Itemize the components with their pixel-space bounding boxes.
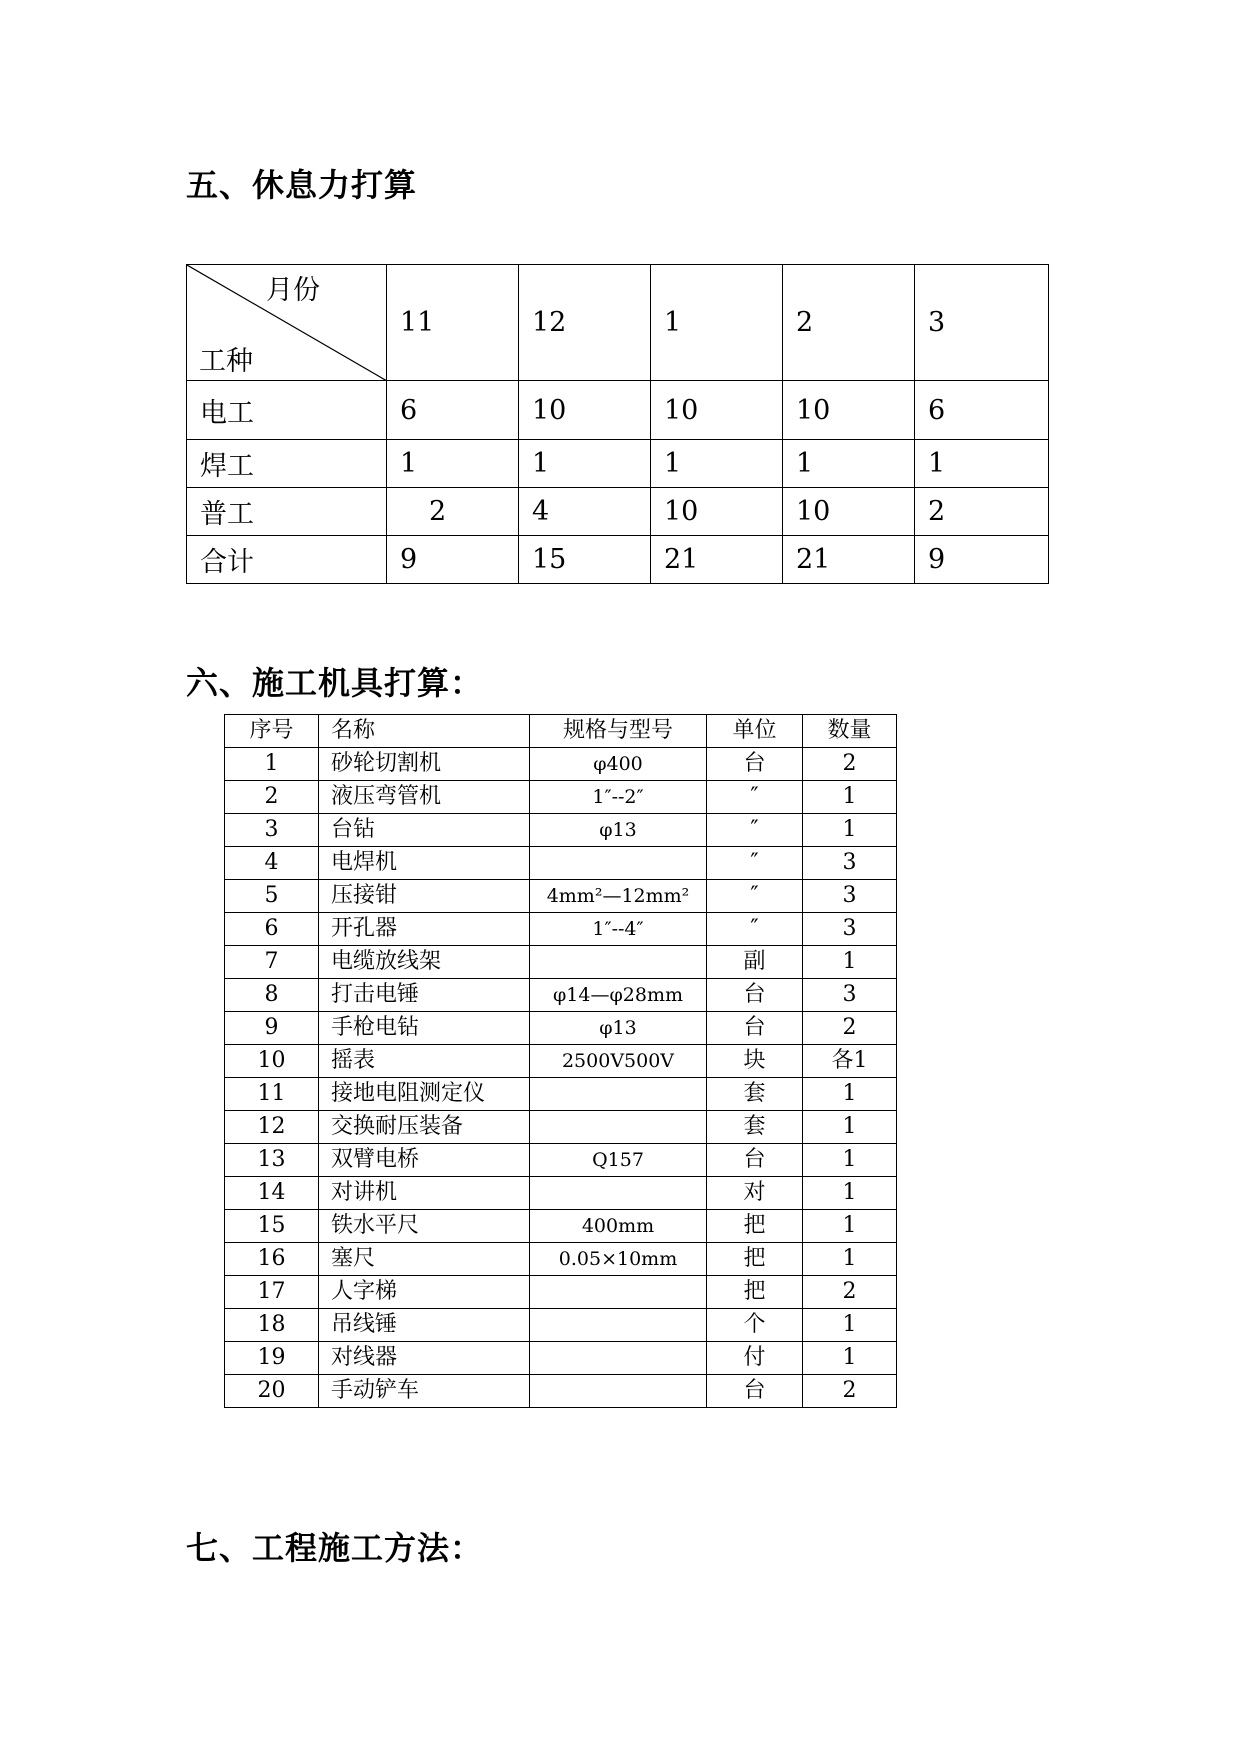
tool-name: 砂轮切割机 [319,748,530,781]
tools-row [225,1012,897,1045]
tool-quantity: 2 [803,1375,897,1408]
tool-spec: 0.05×10mm [530,1243,707,1276]
tools-row [225,1342,897,1375]
tool-name: 台钻 [319,814,530,847]
tools-row [225,781,897,814]
labor-cell: 2 [387,488,519,536]
tool-unit: 台 [707,1012,803,1045]
labor-cell: 1 [651,440,783,488]
row-number: 9 [225,1012,319,1045]
row-number: 18 [225,1309,319,1342]
row-number: 14 [225,1177,319,1210]
row-number: 7 [225,946,319,979]
tool-name: 开孔器 [319,913,530,946]
tool-unit: 块 [707,1045,803,1078]
tool-unit: 台 [707,1375,803,1408]
labor-cell: 10 [783,488,915,536]
trade-label: 普工 [187,488,387,536]
tool-quantity: 1 [803,1243,897,1276]
month-header: 11 [387,265,519,381]
tool-spec: 2500V500V [530,1045,707,1078]
month-header: 3 [915,265,1049,381]
row-number: 16 [225,1243,319,1276]
tool-name: 双臂电桥 [319,1144,530,1177]
tool-quantity: 1 [803,946,897,979]
labor-cell: 6 [387,381,519,440]
tool-unit: 个 [707,1309,803,1342]
tool-name: 对线器 [319,1342,530,1375]
tools-row [225,880,897,913]
tool-spec [530,1276,707,1309]
tool-unit: 台 [707,979,803,1012]
tool-unit: ″ [707,781,803,814]
tool-spec: Q157 [530,1144,707,1177]
row-number: 19 [225,1342,319,1375]
tool-spec [530,946,707,979]
tool-name: 塞尺 [319,1243,530,1276]
tools-row [225,1078,897,1111]
tools-row [225,979,897,1012]
tool-name: 手动铲车 [319,1375,530,1408]
tool-spec: φ400 [530,748,707,781]
tool-spec [530,1078,707,1111]
section-title-labor: 五、休息力打算 [186,166,418,204]
labor-cell: 6 [915,381,1049,440]
tool-quantity: 1 [803,814,897,847]
tool-quantity: 2 [803,1012,897,1045]
tools-row [225,913,897,946]
tool-name: 液压弯管机 [319,781,530,814]
tools-row [225,1309,897,1342]
tool-name: 吊线锤 [319,1309,530,1342]
tool-unit: ″ [707,880,803,913]
tool-spec: 400mm [530,1210,707,1243]
tool-name: 对讲机 [319,1177,530,1210]
column-header: 规格与型号 [530,715,707,748]
tools-row [225,1144,897,1177]
row-number: 6 [225,913,319,946]
tool-name: 电缆放线架 [319,946,530,979]
column-header: 序号 [225,715,319,748]
section-title-tools: 六、施工机具打算： [186,664,484,702]
tool-quantity: 3 [803,880,897,913]
tool-spec [530,847,707,880]
tool-name: 压接钳 [319,880,530,913]
tool-quantity: 3 [803,979,897,1012]
row-number: 10 [225,1045,319,1078]
tool-unit: 套 [707,1078,803,1111]
labor-plan-table [186,264,1049,584]
tools-row [225,814,897,847]
labor-cell: 10 [651,381,783,440]
tool-spec: 1″--4″ [530,913,707,946]
row-number: 20 [225,1375,319,1408]
tool-quantity: 1 [803,1210,897,1243]
labor-cell: 1 [387,440,519,488]
tool-spec: φ13 [530,1012,707,1045]
labor-cell: 9 [387,536,519,584]
row-number: 11 [225,1078,319,1111]
tool-spec [530,1342,707,1375]
month-header: 2 [783,265,915,381]
tool-spec: φ14—φ28mm [530,979,707,1012]
tool-unit: 把 [707,1276,803,1309]
tools-row [225,1177,897,1210]
row-number: 4 [225,847,319,880]
labor-cell: 21 [651,536,783,584]
tool-unit: 台 [707,1144,803,1177]
tool-spec: 1″--2″ [530,781,707,814]
labor-cell: 1 [915,440,1049,488]
labor-row [187,488,1049,536]
labor-cell: 10 [783,381,915,440]
labor-row [187,381,1049,440]
corner-label-month: 月份 [266,275,320,306]
labor-cell: 21 [783,536,915,584]
tool-quantity: 1 [803,1309,897,1342]
tool-quantity: 3 [803,847,897,880]
tool-name: 电焊机 [319,847,530,880]
row-number: 1 [225,748,319,781]
tools-row [225,1045,897,1078]
labor-cell: 1 [783,440,915,488]
tool-quantity: 3 [803,913,897,946]
row-number: 17 [225,1276,319,1309]
tool-spec: 4mm²—12mm² [530,880,707,913]
tool-name: 手枪电钻 [319,1012,530,1045]
row-number: 5 [225,880,319,913]
tool-unit: 把 [707,1243,803,1276]
tool-unit: 把 [707,1210,803,1243]
column-header: 单位 [707,715,803,748]
tool-quantity: 1 [803,1111,897,1144]
labor-cell: 15 [519,536,651,584]
tool-quantity: 2 [803,748,897,781]
column-header: 数量 [803,715,897,748]
labor-cell: 10 [651,488,783,536]
labor-total-row [187,536,1049,584]
tool-unit: 副 [707,946,803,979]
tool-spec [530,1309,707,1342]
tools-row [225,1210,897,1243]
tool-unit: ″ [707,913,803,946]
tools-table-body [225,715,897,1408]
tool-name: 摇表 [319,1045,530,1078]
labor-cell: 2 [915,488,1049,536]
month-header: 12 [519,265,651,381]
tools-row [225,847,897,880]
tool-unit: 套 [707,1111,803,1144]
tool-name: 打击电锤 [319,979,530,1012]
tools-plan-table [224,714,897,1408]
tool-quantity: 1 [803,1144,897,1177]
tool-spec: φ13 [530,814,707,847]
labor-row [187,440,1049,488]
section-title-method: 七、工程施工方法： [186,1529,484,1567]
labor-corner-cell [187,265,387,381]
tool-quantity: 1 [803,1177,897,1210]
tools-row [225,748,897,781]
row-number: 13 [225,1144,319,1177]
corner-label-trade: 工种 [199,346,253,377]
tools-row [225,1375,897,1408]
tools-row [225,1276,897,1309]
tools-row [225,1111,897,1144]
labor-cell: 9 [915,536,1049,584]
labor-cell: 1 [519,440,651,488]
tool-quantity: 1 [803,1078,897,1111]
tool-spec [530,1375,707,1408]
tool-quantity: 2 [803,1276,897,1309]
tool-unit: 台 [707,748,803,781]
tool-unit: ″ [707,847,803,880]
tool-unit: 付 [707,1342,803,1375]
labor-cell: 4 [519,488,651,536]
tool-unit: ″ [707,814,803,847]
tool-name: 接地电阻测定仪 [319,1078,530,1111]
tool-spec [530,1177,707,1210]
labor-cell: 10 [519,381,651,440]
month-header: 1 [651,265,783,381]
trade-label: 焊工 [187,440,387,488]
tool-name: 交换耐压装备 [319,1111,530,1144]
tool-unit: 对 [707,1177,803,1210]
tool-quantity: 1 [803,1342,897,1375]
row-number: 12 [225,1111,319,1144]
row-number: 8 [225,979,319,1012]
tool-quantity: 1 [803,781,897,814]
column-header: 名称 [319,715,530,748]
tool-name: 铁水平尺 [319,1210,530,1243]
trade-label: 合计 [187,536,387,584]
tool-name: 人字梯 [319,1276,530,1309]
row-number: 3 [225,814,319,847]
row-number: 15 [225,1210,319,1243]
labor-header-row [187,265,1049,381]
tools-row [225,1243,897,1276]
tool-spec [530,1111,707,1144]
tools-row [225,946,897,979]
trade-label: 电工 [187,381,387,440]
tools-header-row [225,715,897,748]
tool-quantity: 各1 [803,1045,897,1078]
row-number: 2 [225,781,319,814]
